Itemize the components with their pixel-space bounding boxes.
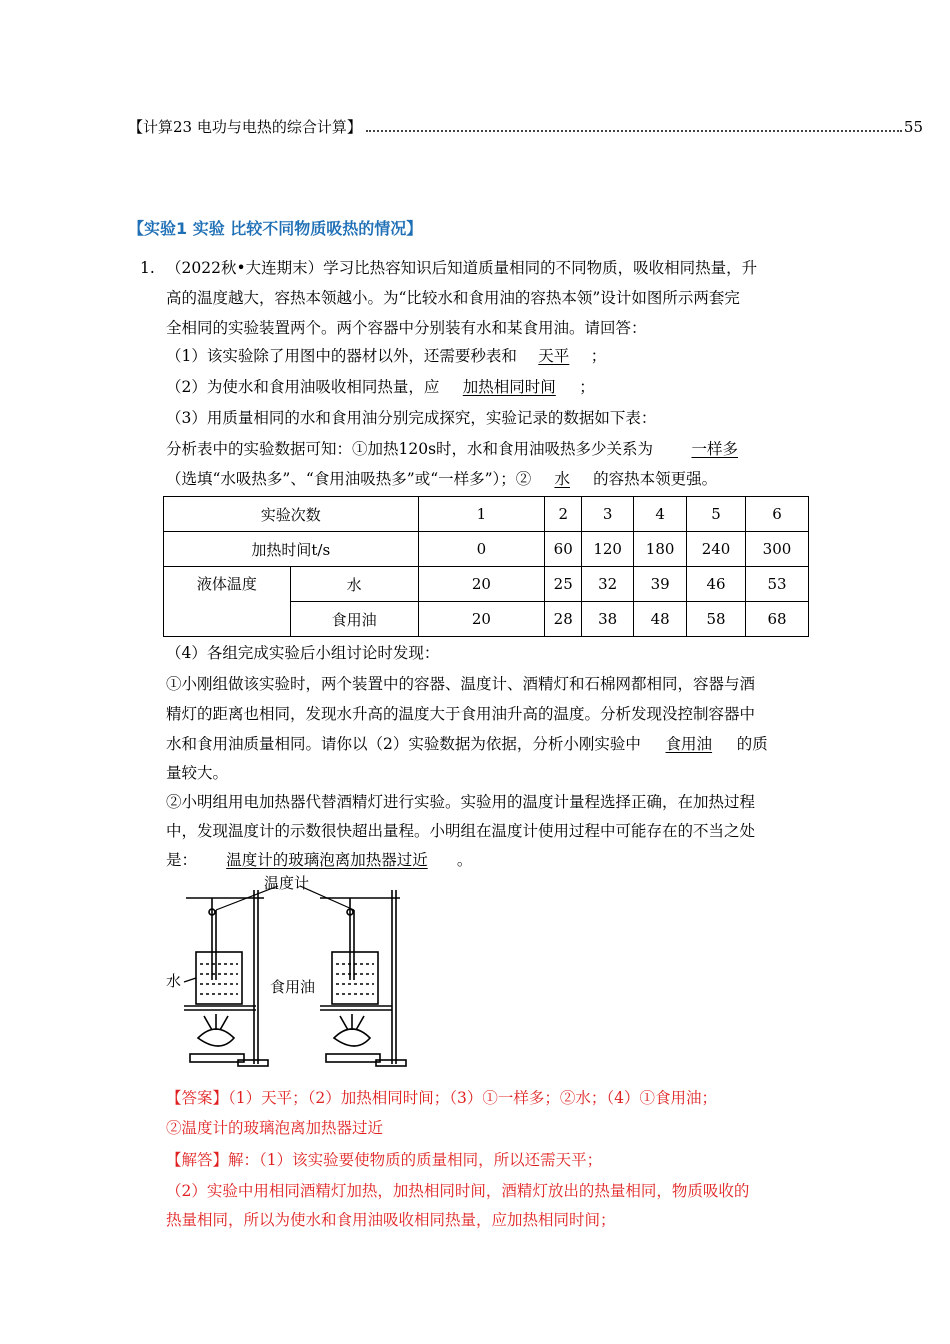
oil-label: 食用油 [270,978,316,996]
table-cell: 58 [687,602,746,637]
part-3-line-2: （选填“水吸热多”、“食用油吸热多”或“一样多”）；② 水 的容热本领更强。 [166,470,718,488]
answer-blank-3: 一样多 [691,440,738,458]
table-cell: 53 [746,567,809,602]
part-4a-line-4: 量较大。 [166,764,229,782]
part-2: （2）为使水和食用油吸收相同热量，应 加热相同时间 ； [166,378,595,396]
row-label: 实验次数 [164,497,419,532]
right-apparatus [320,890,406,1066]
section-title: 【实验1 实验 比较不同物质吸热的情况】 [128,219,423,238]
toc-entry[interactable] [128,116,923,137]
row-label: 加热时间t/s [164,532,419,567]
table-cell: 46 [687,567,746,602]
part-4-head: （4）各组完成实验后小组讨论时发现： [166,644,440,662]
table-cell: 39 [634,567,687,602]
label-leaders [184,886,354,982]
part-4b-line-3: 是： 温度计的玻璃泡离加热器过近 。 [166,851,473,869]
left-apparatus [184,890,268,1066]
data-table [163,496,809,637]
table-cell: 3 [582,497,634,532]
row-label: 水 [290,567,418,602]
question-stem-1: （2022秋•大连期末）学习比热容知识后知道质量相同的不同物质，吸收相同热量，升 [166,259,758,277]
answer-line-1: 【答案】（1）天平；（2）加热相同时间；（3）①一样多；②水；（4）①食用油； [166,1089,717,1107]
apparatus-figure [160,870,420,1076]
part-1: （1）该实验除了用图中的器材以外，还需要秒表和 天平 ； [166,347,607,365]
part-4a-line-1: ①小刚组做该实验时，两个装置中的容器、温度计、酒精灯和石棉网都相同，容器与酒 [166,675,756,693]
table-cell: 28 [545,602,582,637]
answer-blank-1: 天平 [538,347,570,365]
part-4a-line-2: 精灯的距离也相同，发现水升高的温度大于食用油升高的温度。分析发现没控制容器中 [166,705,756,723]
row-label: 食用油 [290,602,418,637]
table-cell: 32 [582,567,634,602]
table-cell: 240 [687,532,746,567]
table-cell: 48 [634,602,687,637]
question-stem-2: 高的温度越大，容热本领越小。为“比较水和食用油的容热本领”设计如图所示两套完 [166,289,740,307]
question-stem-3: 全相同的实验装置两个。两个容器中分别装有水和某食用油。请回答： [166,319,647,337]
table-cell: 120 [582,532,634,567]
table-cell: 6 [746,497,809,532]
solution-line-3: 热量相同，所以为使水和食用油吸收相同热量，应加热相同时间； [166,1211,616,1229]
part-3-analysis: 分析表中的实验数据可知：①加热120s时，水和食用油吸热多少关系为 一样多 [166,440,738,458]
table-cell: 68 [746,602,809,637]
answer-blank-5: 食用油 [665,735,713,753]
toc-leader-dots [366,130,902,132]
table-cell: 180 [634,532,687,567]
group-label: 液体温度 [164,567,291,637]
part-4b-line-2: 中，发现温度计的示数很快超出量程。小明组在温度计使用过程中可能存在的不当之处 [166,822,756,840]
table-cell: 20 [418,567,545,602]
answer-line-2: ②温度计的玻璃泡离加热器过近 [166,1119,384,1137]
table-cell: 4 [634,497,687,532]
toc-label: 【计算23 电功与电热的综合计算】 [128,118,362,136]
solution-line-1: 【解答】解：（1）该实验要使物质的质量相同，所以还需天平； [166,1151,603,1169]
table-cell: 5 [687,497,746,532]
part-4a-line-3: 水和食用油质量相同。请你以（2）实验数据为依据，分析小刚实验中 食用油 的质 [166,735,768,753]
answer-blank-4: 水 [554,470,570,488]
table-row-time [164,532,809,567]
table-cell: 38 [582,602,634,637]
question-number: 1. [140,259,155,277]
water-label: 水 [166,972,182,990]
table-cell: 2 [545,497,582,532]
table-cell: 25 [545,567,582,602]
table-cell: 60 [545,532,582,567]
answer-blank-2: 加热相同时间 [462,378,556,396]
part-4b-line-1: ②小明组用电加热器代替酒精灯进行实验。实验用的温度计量程选择正确，在加热过程 [166,793,756,811]
toc-page-number: 55 [903,118,923,136]
table-row-trials [164,497,809,532]
part-3: （3）用质量相同的水和食用油分别完成探究，实验记录的数据如下表： [166,409,657,427]
table-cell: 0 [418,532,545,567]
solution-line-2: （2）实验中用相同酒精灯加热，加热相同时间，酒精灯放出的热量相同，物质吸收的 [166,1182,750,1200]
table-cell: 1 [418,497,545,532]
table-cell: 300 [746,532,809,567]
thermometer-label: 温度计 [264,874,310,892]
table-cell: 20 [418,602,545,637]
answer-blank-6: 温度计的玻璃泡离加热器过近 [226,851,428,869]
table-row-water [164,567,809,602]
